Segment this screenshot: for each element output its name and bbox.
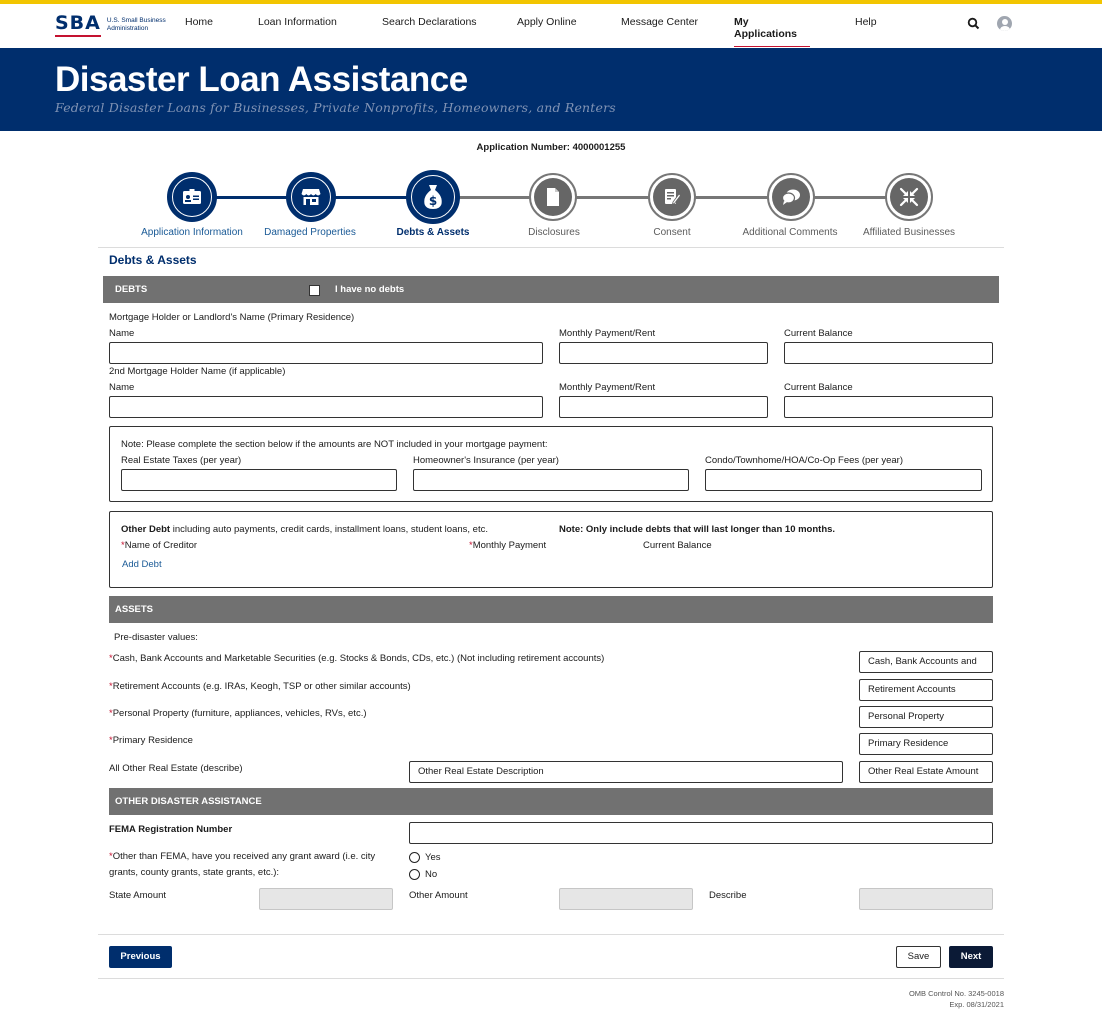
user-profile-icon[interactable] (997, 16, 1012, 31)
fema-registration-input[interactable] (409, 822, 993, 844)
other-amount-input (559, 888, 693, 910)
mortgage-name-label: Name (109, 328, 135, 339)
page-title: Debts & Assets (109, 253, 197, 267)
other-amount-label: Other Amount (409, 890, 468, 901)
cash-label: *Cash, Bank Accounts and Marketable Securities (e.g. Stocks & Bonds, CDs, etc.) (Not including retirement accounts) (109, 653, 605, 664)
step-application-information[interactable] (167, 172, 217, 222)
main-nav (0, 4, 1102, 48)
personal-property-label: *Personal Property (furniture, appliances, vehicles, RVs, etc.) (109, 708, 367, 719)
grant-no-radio[interactable] (409, 869, 420, 880)
step-label-consent[interactable]: Consent (653, 227, 691, 238)
mortgage-name-input[interactable] (109, 342, 543, 364)
fees-label: Condo/Townhome/HOA/Co-Op Fees (per year) (705, 455, 903, 466)
step-affiliated-businesses[interactable] (885, 173, 933, 221)
other-debt-note: Note: Only include debts that will last longer than 10 months. (559, 524, 836, 535)
step-label-additional-comments[interactable]: Additional Comments (742, 227, 838, 238)
mortgage-heading: Mortgage Holder or Landlord's Name (Primary Residence) (109, 312, 355, 323)
second-mortgage-balance-input[interactable] (784, 396, 993, 418)
save-button[interactable]: Save (896, 946, 941, 968)
pre-disaster-label: Pre-disaster values: (114, 632, 198, 643)
other-real-estate-amount-input[interactable]: Other Real Estate Amount (859, 761, 993, 783)
retirement-input[interactable]: Retirement Accounts (859, 679, 993, 701)
step-debts-assets[interactable] (406, 170, 460, 224)
step-damaged-properties[interactable] (286, 172, 336, 222)
mortgage-balance-label: Current Balance (784, 328, 853, 339)
other-real-estate-description-input[interactable]: Other Real Estate Description (409, 761, 843, 783)
grant-yes-radio[interactable] (409, 852, 420, 863)
fema-label: FEMA Registration Number (109, 824, 233, 835)
application-number: Application Number: 4000001255 (476, 142, 626, 153)
grant-question-line2: grants, county grants, state grants, etc.): (109, 867, 280, 878)
fees-input[interactable] (705, 469, 982, 491)
state-amount-input (259, 888, 393, 910)
other-assistance-header-label: OTHER DISASTER ASSISTANCE (115, 796, 262, 807)
step-label-application-information[interactable]: Application Information (141, 227, 243, 238)
cash-input[interactable]: Cash, Bank Accounts and (859, 651, 993, 673)
insurance-label: Homeowner's Insurance (per year) (413, 455, 559, 466)
banner-subtitle: Federal Disaster Loans for Businesses, Private Nonprofits, Homeowners, and Renters (55, 100, 616, 115)
sign-form-icon (663, 188, 681, 206)
money-bag-icon (423, 184, 443, 210)
other-debt-box (109, 511, 993, 588)
monthly-payment-label: *Monthly Payment (469, 540, 547, 551)
step-label-affiliated-businesses[interactable]: Affiliated Businesses (862, 227, 956, 238)
second-mortgage-monthly-label: Monthly Payment/Rent (559, 382, 656, 393)
personal-property-input[interactable]: Personal Property (859, 706, 993, 728)
assets-section-header (109, 596, 993, 623)
chat-bubbles-icon (781, 188, 801, 206)
step-disclosures[interactable] (529, 173, 577, 221)
document-icon (546, 188, 560, 206)
logo-mark: SBA (55, 12, 101, 37)
svg-text:$: $ (428, 194, 438, 208)
second-mortgage-name-input[interactable] (109, 396, 543, 418)
mortgage-balance-input[interactable] (784, 342, 993, 364)
other-real-estate-label: All Other Real Estate (describe) (109, 763, 243, 774)
retirement-label: *Retirement Accounts (e.g. IRAs, Keogh, TSP or other similar accounts) (109, 681, 411, 692)
mortgage-monthly-label: Monthly Payment/Rent (559, 328, 656, 339)
nav-home[interactable]: Home (185, 16, 214, 28)
current-balance-label: Current Balance (643, 540, 712, 551)
nav-help[interactable]: Help (855, 16, 877, 28)
divider (98, 978, 1004, 979)
logo-text: U.S. Small Business Administration (106, 16, 166, 32)
nav-search-declarations[interactable]: Search Declarations (382, 16, 477, 28)
insurance-input[interactable] (413, 469, 689, 491)
second-mortgage-heading: 2nd Mortgage Holder Name (if applicable) (109, 366, 286, 377)
step-label-debts-assets[interactable]: Debts & Assets (396, 227, 470, 238)
omb-control-number: OMB Control No. 3245-0018 (908, 989, 1004, 998)
grant-no-label: No (425, 869, 438, 880)
nav-loan-information[interactable]: Loan Information (258, 16, 337, 28)
describe-label: Describe (709, 890, 747, 901)
nav-apply-online[interactable]: Apply Online (517, 16, 577, 28)
no-debts-checkbox[interactable] (309, 285, 320, 296)
hero-banner (0, 48, 1102, 131)
divider (98, 247, 1004, 248)
search-icon[interactable] (967, 17, 981, 31)
taxes-label: Real Estate Taxes (per year) (121, 455, 242, 466)
step-consent[interactable] (648, 173, 696, 221)
omb-control-info (909, 988, 1004, 1010)
primary-residence-label: *Primary Residence (109, 735, 193, 746)
taxes-input[interactable] (121, 469, 397, 491)
add-debt-link[interactable]: Add Debt (122, 559, 162, 570)
compress-arrows-icon (899, 187, 919, 207)
banner-title: Disaster Loan Assistance (55, 60, 468, 99)
omb-expiration: Exp. 08/31/2021 (949, 1000, 1004, 1009)
debts-header-label: DEBTS (115, 284, 148, 295)
escrow-note: Note: Please complete the section below if the amounts are NOT included in your mortgage payment: (121, 439, 548, 450)
debts-section-header (103, 276, 999, 303)
second-mortgage-balance-label: Current Balance (784, 382, 853, 393)
id-card-icon (182, 189, 202, 205)
grant-question-line1: *Other than FEMA, have you received any grant award (i.e. city (109, 851, 376, 862)
next-button[interactable]: Next (949, 946, 993, 968)
other-assistance-section-header (109, 788, 993, 815)
grant-yes-label: Yes (425, 852, 441, 863)
assets-header-label: ASSETS (115, 604, 154, 615)
state-amount-label: State Amount (109, 890, 167, 901)
nav-my-applications[interactable]: My Applications (734, 16, 810, 47)
sba-logo[interactable] (55, 12, 177, 37)
describe-input (859, 888, 993, 910)
no-debts-label: I have no debts (335, 284, 405, 295)
second-mortgage-name-label: Name (109, 382, 135, 393)
step-label-disclosures[interactable]: Disclosures (528, 227, 580, 238)
previous-button[interactable]: Previous (109, 946, 172, 968)
divider (98, 934, 1004, 935)
mortgage-monthly-input[interactable] (559, 342, 768, 364)
second-mortgage-monthly-input[interactable] (559, 396, 768, 418)
primary-residence-input[interactable]: Primary Residence (859, 733, 993, 755)
other-debt-description: Other Debt including auto payments, credit cards, installment loans, student loans, etc. (121, 524, 488, 535)
creditor-label: *Name of Creditor (121, 540, 198, 551)
step-label-damaged-properties[interactable]: Damaged Properties (264, 227, 356, 238)
storefront-icon (301, 188, 321, 206)
step-additional-comments[interactable] (767, 173, 815, 221)
nav-message-center[interactable]: Message Center (621, 16, 699, 28)
